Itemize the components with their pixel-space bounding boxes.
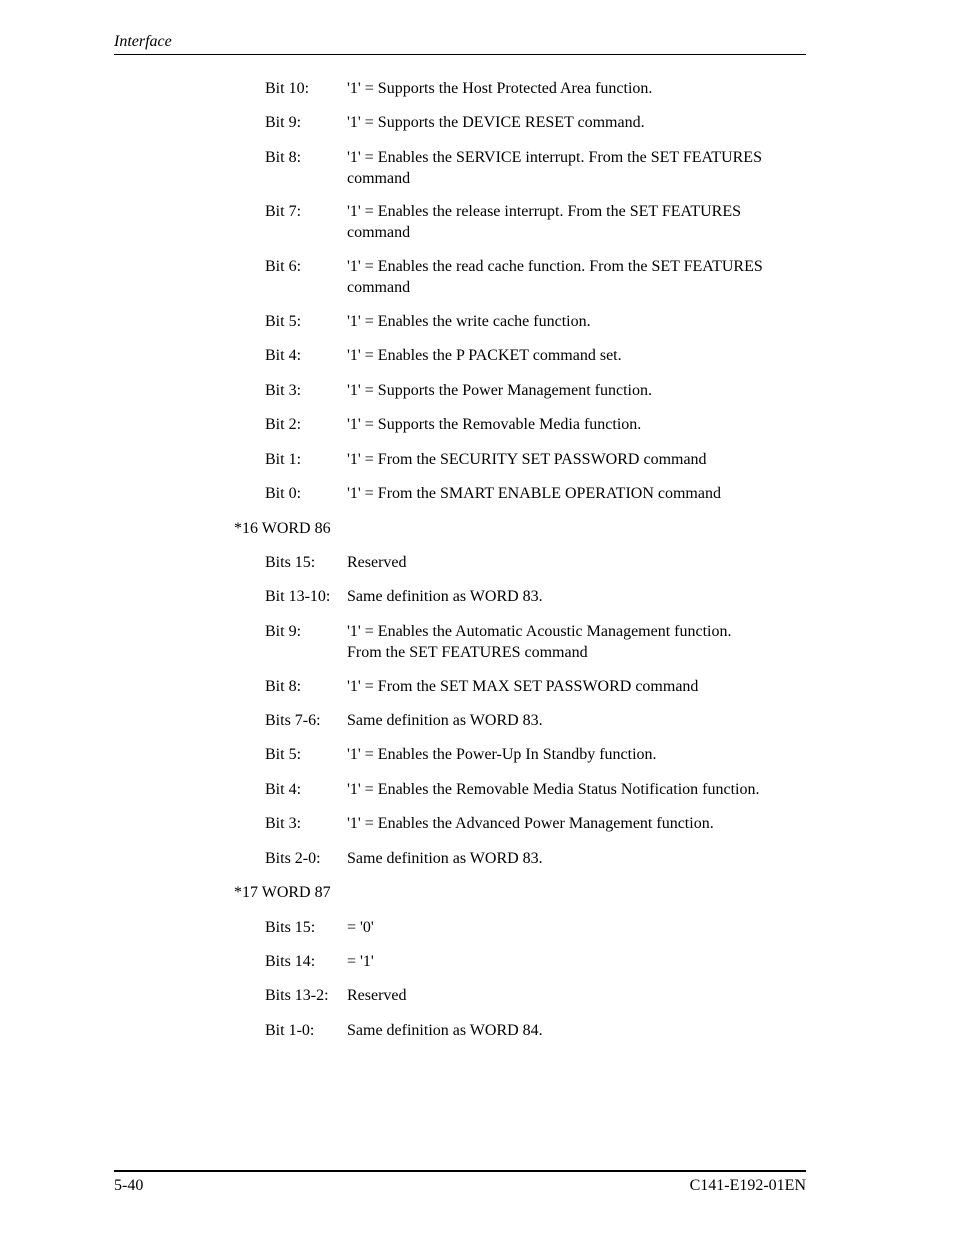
bit-label: Bit 4: xyxy=(265,347,302,364)
bit-label: Bit 13-10: xyxy=(265,588,331,605)
bit-description: '1' = From the SMART ENABLE OPERATION command xyxy=(347,485,721,502)
section-heading-word-86: *16 WORD 86 xyxy=(234,520,331,537)
bit-row xyxy=(265,952,810,973)
bit-row xyxy=(265,677,810,698)
bit-row xyxy=(265,381,810,402)
bit-label: Bit 5: xyxy=(265,313,302,330)
bit-label: Bit 10: xyxy=(265,80,310,97)
bit-description: = '0' xyxy=(347,919,374,936)
bit-row xyxy=(265,986,810,1007)
bit-row xyxy=(265,587,810,608)
bit-label: Bit 5: xyxy=(265,746,302,763)
bit-description: '1' = Enables the write cache function. xyxy=(347,313,591,330)
bit-row xyxy=(265,257,810,298)
bit-row xyxy=(265,202,785,243)
bit-label: Bit 7: xyxy=(265,203,302,220)
bit-row xyxy=(265,148,810,189)
bit-row xyxy=(265,780,825,801)
bit-label: Bits 14: xyxy=(265,953,316,970)
running-header: Interface xyxy=(114,33,172,50)
bit-label: Bit 1: xyxy=(265,451,302,468)
bit-description: '1' = Supports the DEVICE RESET command. xyxy=(347,114,645,131)
bit-row xyxy=(265,849,810,870)
bit-row xyxy=(265,312,810,333)
bit-label: Bits 15: xyxy=(265,554,316,571)
document-code: C141-E192-01EN xyxy=(689,1177,806,1194)
bit-row xyxy=(265,346,810,367)
bit-label: Bit 3: xyxy=(265,382,302,399)
bit-label: Bit 8: xyxy=(265,678,302,695)
bit-label: Bit 9: xyxy=(265,623,302,640)
bit-description: '1' = From the SET MAX SET PASSWORD command xyxy=(347,678,699,695)
bit-description: Same definition as WORD 84. xyxy=(347,1022,543,1039)
bit-description: '1' = From the SECURITY SET PASSWORD command xyxy=(347,451,707,468)
section-heading-word-87: *17 WORD 87 xyxy=(234,884,331,901)
bit-description: '1' = Enables the read cache function. From the SET FEATURES command xyxy=(347,258,763,296)
bit-row xyxy=(265,113,810,134)
bit-description: '1' = Enables the Automatic Acoustic Management function. From the SET FEATURES command xyxy=(347,623,732,661)
bit-row xyxy=(265,415,810,436)
bit-description: Reserved xyxy=(347,987,407,1004)
bit-label: Bits 7-6: xyxy=(265,712,321,729)
bit-description: '1' = Enables the Removable Media Status Notification function. xyxy=(347,781,760,798)
bit-description: = '1' xyxy=(347,953,374,970)
bit-label: Bit 8: xyxy=(265,149,302,166)
bit-description: '1' = Enables the SERVICE interrupt. From the SET FEATURES command xyxy=(347,149,762,187)
bit-label: Bits 15: xyxy=(265,919,316,936)
bit-label: Bits 2-0: xyxy=(265,850,321,867)
bit-description: '1' = Enables the Power-Up In Standby function. xyxy=(347,746,657,763)
bit-row xyxy=(265,484,810,505)
bit-label: Bit 3: xyxy=(265,815,302,832)
bit-description: '1' = Supports the Host Protected Area function. xyxy=(347,80,653,97)
bit-row xyxy=(265,918,810,939)
bit-description: '1' = Supports the Removable Media function. xyxy=(347,416,642,433)
bit-row xyxy=(265,1021,810,1042)
bit-description: Same definition as WORD 83. xyxy=(347,588,543,605)
bit-label: Bit 4: xyxy=(265,781,302,798)
bit-label: Bit 0: xyxy=(265,485,302,502)
bit-label: Bit 9: xyxy=(265,114,302,131)
bit-description: '1' = Enables the P PACKET command set. xyxy=(347,347,622,364)
bit-row xyxy=(265,450,810,471)
bit-description: Same definition as WORD 83. xyxy=(347,850,543,867)
bit-description: '1' = Enables the Advanced Power Management function. xyxy=(347,815,714,832)
bit-row xyxy=(265,79,810,100)
bit-description: '1' = Enables the release interrupt. From the SET FEATURES command xyxy=(347,203,741,241)
bit-label: Bit 2: xyxy=(265,416,302,433)
bit-row xyxy=(265,745,810,766)
bit-description: '1' = Supports the Power Management function. xyxy=(347,382,652,399)
footer-divider xyxy=(114,1170,806,1172)
header-divider xyxy=(114,54,806,55)
bit-label: Bit 1-0: xyxy=(265,1022,315,1039)
bit-label: Bit 6: xyxy=(265,258,302,275)
bit-description: Reserved xyxy=(347,554,407,571)
page-number: 5-40 xyxy=(114,1177,144,1194)
bit-row xyxy=(265,711,810,732)
bit-row xyxy=(265,814,810,835)
bit-label: Bits 13-2: xyxy=(265,987,329,1004)
bit-row xyxy=(265,622,770,663)
bit-row xyxy=(265,553,810,574)
bit-description: Same definition as WORD 83. xyxy=(347,712,543,729)
